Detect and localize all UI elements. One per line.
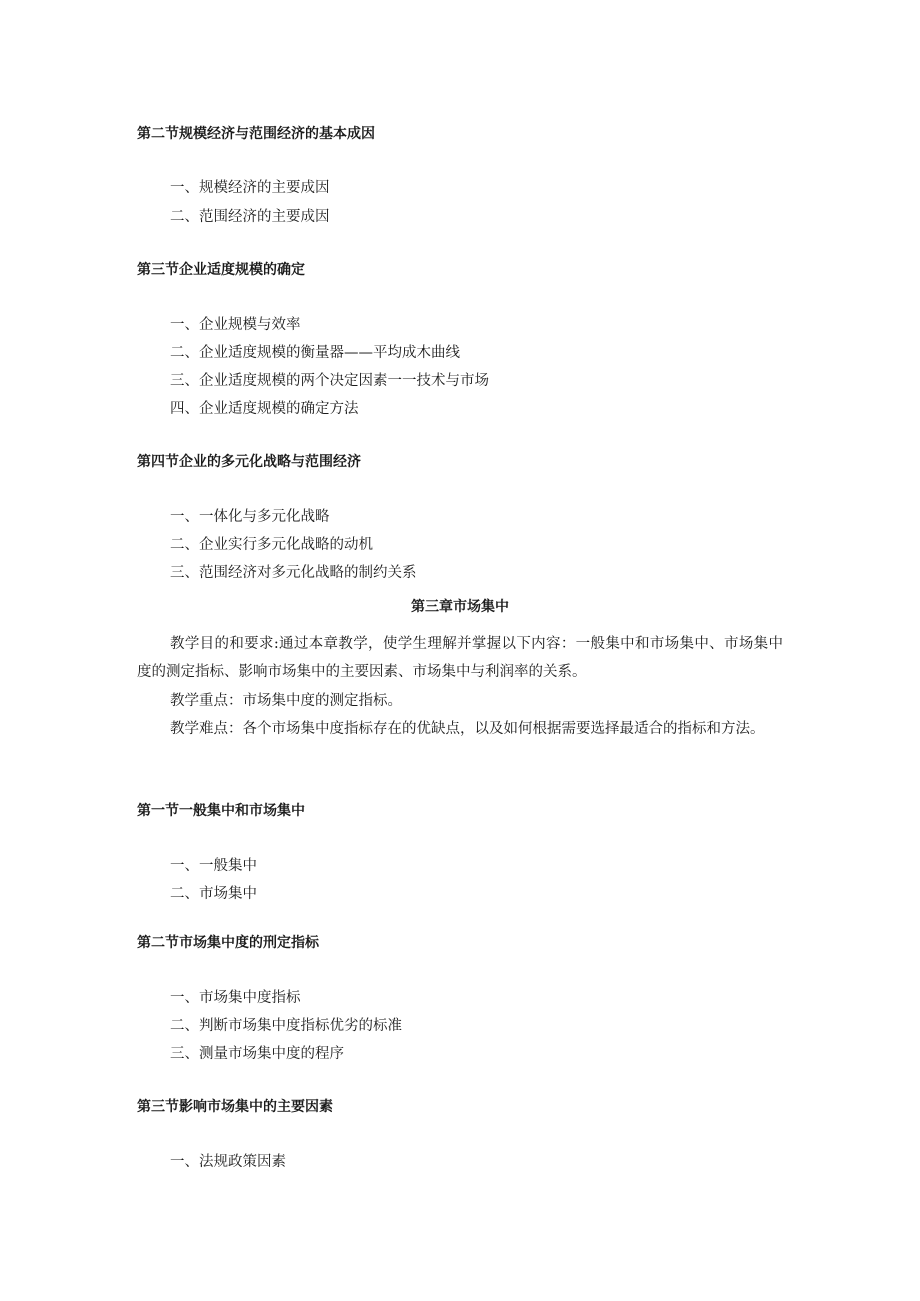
outline-item: 一、法规政策因素: [170, 1154, 286, 1170]
outline-item: 一、市场集中度指标: [170, 990, 301, 1006]
section-heading: 第四节企业的多元化战略与范围经济: [137, 454, 361, 470]
section-heading: 第一节一般集中和市场集中: [137, 803, 305, 819]
outline-item: 三、测量市场集中度的程序: [170, 1046, 344, 1062]
outline-item: 二、范围经济的主要成因: [170, 209, 330, 225]
teaching-key-points-paragraph: 教学重点：市场集中度的测定指标。: [170, 693, 402, 709]
outline-item: 三、企业适度规模的两个决定因素一一技术与市场: [170, 373, 489, 389]
outline-item: 三、范围经济对多元化战略的制约关系: [170, 565, 417, 581]
outline-item: 四、企业适度规模的确定方法: [170, 401, 359, 417]
section-heading: 第三节企业适度规模的确定: [137, 262, 305, 278]
outline-item: 一、一般集中: [170, 858, 257, 874]
outline-item: 二、市场集中: [170, 886, 257, 902]
outline-item: 一、企业规模与效率: [170, 317, 301, 333]
outline-item: 一、一体化与多元化战略: [170, 509, 330, 525]
teaching-difficulties-paragraph: 教学难点：各个市场集中度指标存在的优缺点，以及如何根据需要选择最适合的指标和方法。: [170, 721, 765, 737]
outline-item: 二、企业实行多元化战略的动机: [170, 537, 373, 553]
chapter-title: 第三章市场集中: [411, 599, 509, 615]
outline-item: 二、判断市场集中度指标优劣的标准: [170, 1018, 402, 1034]
section-heading: 第二节规模经济与范围经济的基本成因: [137, 126, 375, 142]
teaching-objectives-paragraph: 教学目的和要求:通过本章教学，使学生理解并掌握以下内容：一般集中和市场集中、市场集中度的测定指标、影响市场集中的主要因素、市场集中与利润率的关系。: [137, 636, 783, 680]
section-heading: 第二节市场集中度的刑定指标: [137, 935, 319, 951]
outline-item: 一、规模经济的主要成因: [170, 180, 330, 196]
section-heading: 第三节影响市场集中的主要因素: [137, 1099, 333, 1115]
outline-item: 二、企业适度规模的衡量器——平均成木曲线: [170, 345, 460, 361]
